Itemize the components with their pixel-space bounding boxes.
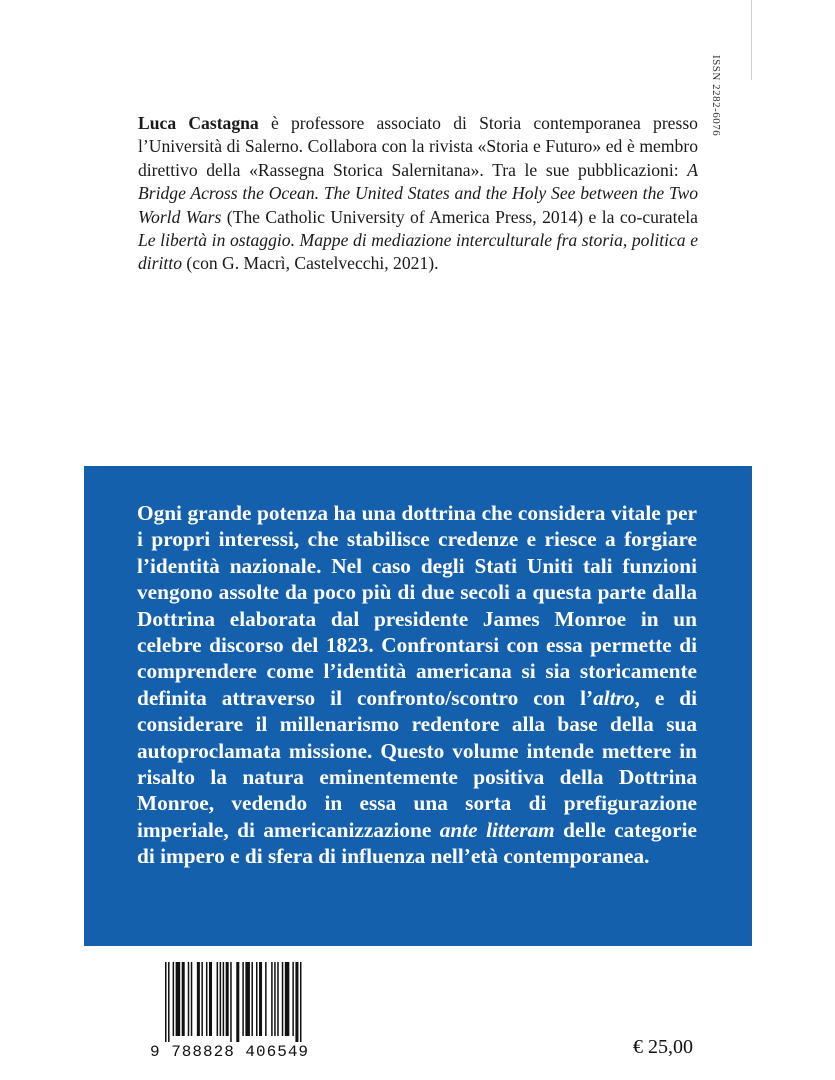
- blurb-part-3: delle categorie di impero e di sfera di influenza nell’età contemporanea.: [137, 817, 697, 869]
- barcode-bar: [274, 962, 276, 1036]
- author-bio-text-1: è professore associato di Storia contemporanea presso l’Università di Salerno. Collabora con la rivista «Storia e Futuro» ed è membro direttivo della «Rassegna Storica Salernitana». Tra le sue pubblicazioni:: [138, 113, 698, 180]
- barcode-bar: [220, 962, 222, 1036]
- barcode-bar: [300, 962, 302, 1042]
- barcode-bar: [242, 962, 244, 1036]
- barcode-bar: [191, 962, 193, 1036]
- barcode-bar: [271, 962, 273, 1036]
- barcode-bar: [285, 962, 290, 1036]
- barcode-bar: [201, 962, 203, 1036]
- author-bio: [138, 112, 698, 276]
- barcode-bar: [182, 962, 185, 1036]
- barcode-bar: [226, 962, 229, 1036]
- barcode-bar: [209, 962, 212, 1036]
- barcode-bar: [197, 962, 200, 1036]
- barcode-bar: [165, 962, 167, 1042]
- barcode-bar: [230, 962, 232, 1042]
- barcode-bar: [282, 962, 284, 1036]
- barcode-bar: [256, 962, 258, 1036]
- barcode-bar: [265, 962, 267, 1036]
- barcode-digits: 9 788828 406549: [150, 1043, 310, 1061]
- barcode-bar: [223, 962, 225, 1036]
- price-label: € 25,00: [633, 1036, 693, 1058]
- author-bio-text-2: (The Catholic University of America Press, 2014) e la co-curatela: [221, 206, 698, 227]
- blurb-part-2: , e di considerare il millenarismo redentore alla base della sua autoproclamata missione. Questo volume intende mettere in risalto la natura eminentemente positiva della Dottrina Monroe, vedendo in essa una sorta di prefigurazione imperiale, di americanizzazione: [137, 685, 698, 842]
- barcode-bar: [168, 962, 170, 1042]
- barcode-bar: [259, 962, 262, 1036]
- barcode-bar: [206, 962, 208, 1036]
- blurb-italic-altro: altro: [593, 685, 635, 710]
- author-bio-text-3: (con G. Macrì, Castelvecchi, 2021).: [182, 253, 439, 274]
- issn-label: ISSN 2282-6076: [710, 55, 722, 137]
- barcode-bar: [176, 962, 181, 1036]
- barcode: [165, 962, 303, 1042]
- author-name: Luca Castagna: [138, 113, 259, 133]
- barcode-bar: [236, 962, 239, 1042]
- barcode-bar: [217, 962, 219, 1036]
- barcode-bar: [277, 962, 279, 1036]
- book-title-2: Le libertà in ostaggio. Mappe di mediazione interculturale fra storia, politica e diritto: [138, 230, 698, 274]
- blurb-italic-ante-litteram: ante litteram: [439, 817, 555, 842]
- top-rule: [751, 0, 752, 80]
- barcode-bar: [295, 962, 298, 1042]
- book-title-1: A Bridge Across the Ocean. The United States and the Holy See between the Two World Wars: [138, 159, 698, 227]
- barcode-bar: [251, 962, 253, 1036]
- barcode-bar: [188, 962, 190, 1036]
- barcode-bar: [292, 962, 294, 1036]
- barcode-bar: [245, 962, 250, 1036]
- barcode-bar: [173, 962, 175, 1036]
- blurb-text: [137, 500, 697, 870]
- blurb-part-1: Ogni grande potenza ha una dottrina che considera vitale per i propri interessi, che stabilisce credenze e riesce a forgiare l’identità nazionale. Nel caso degli Stati Uniti tali funzioni vengono assolte da poco più di due secoli a questa parte dalla Dottrina elaborata dal presidente James Monroe in un celebre discorso del 1823. Confrontarsi con essa permette di comprendere come l’identità americana si sia storicamente definita attraverso il confronto/scontro con l’: [137, 501, 697, 710]
